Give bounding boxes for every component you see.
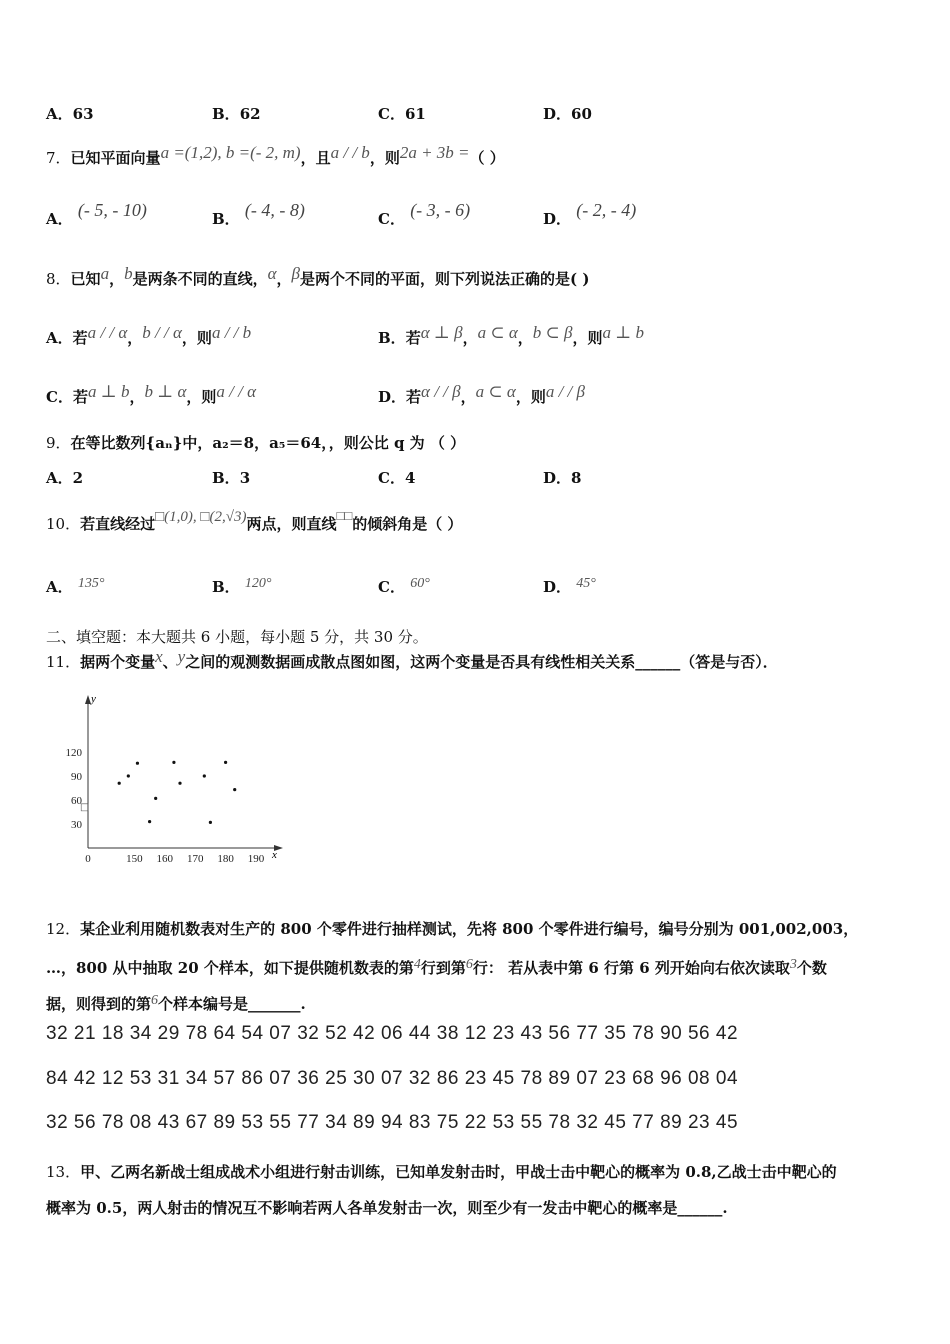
- q8-option-c: [46, 382, 257, 407]
- question-10-stem: [46, 508, 463, 534]
- x-tick-label: 190: [247, 853, 265, 865]
- math-expression: b: [124, 264, 133, 283]
- question-number: 12．: [46, 920, 81, 938]
- question-number: 10．: [46, 515, 81, 533]
- math-expression: □(1,0), □(2,√3): [155, 509, 247, 525]
- question-11-stem: [46, 647, 778, 672]
- scatter-point: [209, 821, 212, 824]
- option-text: 若: [405, 329, 421, 347]
- option-text: 若: [406, 388, 422, 406]
- x-tick-label: 160: [156, 853, 174, 865]
- x-tick-label: 150: [126, 853, 143, 865]
- x-tick-label: 180: [217, 853, 234, 865]
- stem-text: 、: [162, 653, 178, 671]
- question-13-line-1: [46, 1161, 837, 1182]
- q7-option-b: [212, 200, 305, 229]
- q7-option-c: [378, 200, 471, 229]
- option-letter: C．: [378, 469, 405, 487]
- math-expression: α: [267, 264, 277, 283]
- q9-option-d: [543, 467, 581, 488]
- y-axis-extra-label: □: [80, 802, 90, 813]
- stem-text: 行： 若从表中第 6 行第 6 列开始向右依次读取: [472, 959, 790, 977]
- y-tick-label: 120: [65, 747, 82, 759]
- q10-option-c: [378, 576, 430, 597]
- math-expression: 45°: [576, 576, 596, 591]
- scatter-point: [178, 782, 181, 785]
- y-tick-label: 60: [71, 795, 82, 807]
- q10-option-d: [543, 576, 596, 597]
- math-expression: a ⊂ α: [475, 382, 516, 401]
- stem-text: 是两条不同的直线，: [132, 270, 268, 288]
- option-text: 61: [404, 105, 426, 123]
- question-9-stem: [46, 432, 465, 453]
- scatter-point: [224, 761, 227, 764]
- stem-text: 之间的观测数据画成散点图如图，这两个变量是否具有线性相关关系______（答是与否）．: [185, 653, 778, 671]
- chart-marks: [66, 747, 265, 865]
- stem-text: 据，则得到的第: [46, 995, 152, 1013]
- option-text: ，则: [181, 329, 212, 347]
- option-text: ，则: [515, 388, 546, 406]
- math-expression: a: [100, 264, 110, 283]
- option-letter: A．: [46, 210, 73, 228]
- option-letter: B．: [212, 469, 240, 487]
- option-letter: A．: [46, 329, 73, 347]
- stem-text: 甲、乙两名新战士组成战术小组进行射击训练，已知单发射击时，甲战士击中靶心的概率为 0.8,乙战士击中靶心的: [80, 1163, 837, 1181]
- option-letter: B．: [212, 578, 240, 596]
- q9-option-a: [46, 467, 83, 488]
- option-text: 2: [72, 469, 84, 487]
- stem-text: 若直线经过: [80, 515, 156, 533]
- option-letter: A．: [46, 469, 73, 487]
- option-text: ，: [517, 329, 533, 347]
- math-expression: 2a + 3b =: [399, 143, 470, 162]
- math-expression: β: [291, 264, 301, 283]
- question-7-stem: [46, 143, 505, 168]
- math-expression: y: [177, 647, 186, 666]
- option-letter: C．: [46, 388, 73, 406]
- question-12-line-1: [46, 918, 858, 939]
- q9-option-c: [378, 467, 415, 488]
- option-text: 63: [72, 105, 94, 123]
- y-tick-label: 30: [71, 819, 82, 831]
- stem-text: 个样本编号是_______.: [158, 995, 306, 1013]
- stem-text: 在等比数列{aₙ}中，a₂＝8，a₅＝64，，则公比 q 为 （ ）: [70, 434, 466, 452]
- math-expression: a ⊂ α: [477, 323, 518, 342]
- stem-text: ，: [276, 270, 292, 288]
- math-expression: b ⊥ α: [144, 382, 187, 401]
- option-text: ，则: [186, 388, 217, 406]
- stem-text: 个数: [796, 959, 827, 977]
- math-expression: b ⊂ β: [532, 323, 573, 342]
- option-letter: C．: [378, 578, 405, 596]
- section-heading: 二、填空题：本大题共 6 小题，每小题 5 分，共 30 分。: [46, 628, 428, 646]
- question-13-line-2: 概率为 0.5，两人射击的情况互不影响若两人各单发射击一次，则至少有一发击中靶心的概率是______.: [46, 1199, 728, 1217]
- q8-option-b: [378, 323, 645, 348]
- math-expression: 60°: [410, 576, 430, 591]
- x-tick-label: 170: [186, 853, 204, 865]
- math-expression: a / / b: [211, 323, 252, 342]
- random-table-row-6: 32 56 78 08 43 67 89 53 55 77 34 89 94 83 75 22 53 55 78 32 45 77 89 23 45: [46, 1112, 739, 1133]
- math-expression: (- 3, - 6): [410, 200, 471, 220]
- math-expression: a =(1,2), b =(- 2, m): [160, 143, 301, 162]
- math-expression: 6: [465, 957, 473, 972]
- option-text: 62: [239, 105, 261, 123]
- option-text: 60: [571, 105, 592, 123]
- math-expression: □□: [336, 508, 353, 523]
- random-table-row-4: 32 21 18 34 29 78 64 54 07 32 52 42 06 44 38 12 23 43 56 77 35 78 90 56 42: [46, 1023, 739, 1044]
- option-text: 8: [571, 469, 582, 487]
- math-expression: 3: [789, 957, 797, 972]
- math-expression: a / / β: [545, 382, 585, 401]
- option-letter: D．: [543, 469, 572, 487]
- option-letter: D．: [543, 578, 572, 596]
- x-tick-label: 0: [85, 853, 91, 865]
- option-letter: B．: [378, 329, 406, 347]
- math-expression: 6: [151, 993, 159, 1008]
- scatter-point: [127, 774, 130, 777]
- q6-option-b: [212, 103, 261, 124]
- option-letter: D．: [543, 210, 572, 228]
- y-axis-label: y: [91, 693, 96, 705]
- stem-text: ，则: [369, 149, 400, 167]
- q7-option-a: [46, 200, 147, 229]
- question-number: 8．: [46, 270, 71, 288]
- q8-option-a: [46, 323, 252, 348]
- q7-option-d: [543, 200, 637, 229]
- stem-text: 某企业利用随机数表对生产的 800 个零件进行抽样测试，先将 800 个零件进行编号，编号分别为 001,002,003，: [80, 920, 859, 938]
- option-text: 4: [404, 469, 416, 487]
- stem-text: 据两个变量: [80, 653, 156, 671]
- question-number: 9．: [46, 434, 71, 452]
- scatter-point: [148, 820, 151, 823]
- scatter-chart: [56, 690, 296, 870]
- math-expression: α ⊥ β: [420, 323, 463, 342]
- q9-option-b: [212, 467, 250, 488]
- math-expression: (- 2, - 4): [576, 200, 637, 220]
- stem-text: （ ）: [469, 149, 505, 167]
- scatter-point: [233, 788, 236, 791]
- random-table-row-5: 84 42 12 53 31 34 57 86 07 36 25 30 07 32 86 23 45 78 89 07 23 68 96 08 04: [46, 1068, 739, 1089]
- math-expression: α / / β: [421, 382, 461, 401]
- math-expression: a / / α: [87, 323, 128, 342]
- question-12-line-2: [46, 957, 827, 978]
- math-expression: (- 4, - 8): [244, 200, 305, 220]
- question-number: 11．: [46, 653, 81, 671]
- option-text: ，则: [572, 329, 603, 347]
- stem-text: 的倾斜角是（ ）: [352, 515, 463, 533]
- q8-option-d: [378, 382, 585, 407]
- q10-option-b: [212, 576, 272, 597]
- scatter-point: [203, 774, 206, 777]
- option-text: 若: [72, 329, 88, 347]
- stem-text: ，且: [300, 149, 331, 167]
- math-expression: a / / α: [216, 382, 257, 401]
- option-text: 若: [72, 388, 88, 406]
- stem-text: 已知: [70, 270, 101, 288]
- option-letter: C．: [378, 210, 405, 228]
- option-letter: A．: [46, 105, 73, 123]
- question-number: 13．: [46, 1163, 81, 1181]
- stem-text: 已知平面向量: [70, 149, 161, 167]
- option-text: ，: [460, 388, 476, 406]
- q6-option-a: [46, 103, 94, 124]
- math-expression: a ⊥ b: [87, 382, 130, 401]
- y-tick-label: 90: [71, 771, 82, 783]
- q6-option-c: [378, 103, 426, 124]
- option-text: ，: [129, 388, 145, 406]
- stem-text: …，800 从中抽取 20 个样本，如下提供随机数表的第: [46, 959, 414, 977]
- math-expression: 120°: [244, 576, 272, 591]
- math-expression: (- 5, - 10): [77, 200, 147, 220]
- option-text: ，: [462, 329, 478, 347]
- question-8-stem: [46, 264, 590, 289]
- math-expression: x: [155, 647, 163, 666]
- scatter-point: [136, 762, 139, 765]
- scatter-point: [154, 797, 157, 800]
- math-expression: 4: [413, 957, 421, 972]
- option-letter: D．: [543, 105, 572, 123]
- q6-option-d: [543, 103, 592, 124]
- math-expression: b / / α: [142, 323, 182, 342]
- stem-text: 是两个不同的平面，则下列说法正确的是( ): [300, 270, 590, 288]
- question-number: 7．: [46, 149, 71, 167]
- question-12-line-3: [46, 993, 306, 1014]
- scatter-point: [118, 782, 121, 785]
- q10-option-a: [46, 576, 104, 597]
- scatter-point: [172, 761, 175, 764]
- option-letter: B．: [212, 210, 240, 228]
- option-letter: C．: [378, 105, 405, 123]
- stem-text: ，: [109, 270, 125, 288]
- option-text: 3: [239, 469, 251, 487]
- option-text: ，: [127, 329, 143, 347]
- option-letter: A．: [46, 578, 73, 596]
- math-expression: a ⊥ b: [602, 323, 645, 342]
- math-expression: a / / b: [330, 143, 370, 162]
- stem-text: 行到第: [420, 959, 466, 977]
- option-letter: B．: [212, 105, 240, 123]
- option-letter: D．: [378, 388, 407, 406]
- stem-text: 两点，则直线: [246, 515, 337, 533]
- math-expression: 135°: [77, 576, 105, 591]
- x-axis-label: x: [272, 849, 277, 861]
